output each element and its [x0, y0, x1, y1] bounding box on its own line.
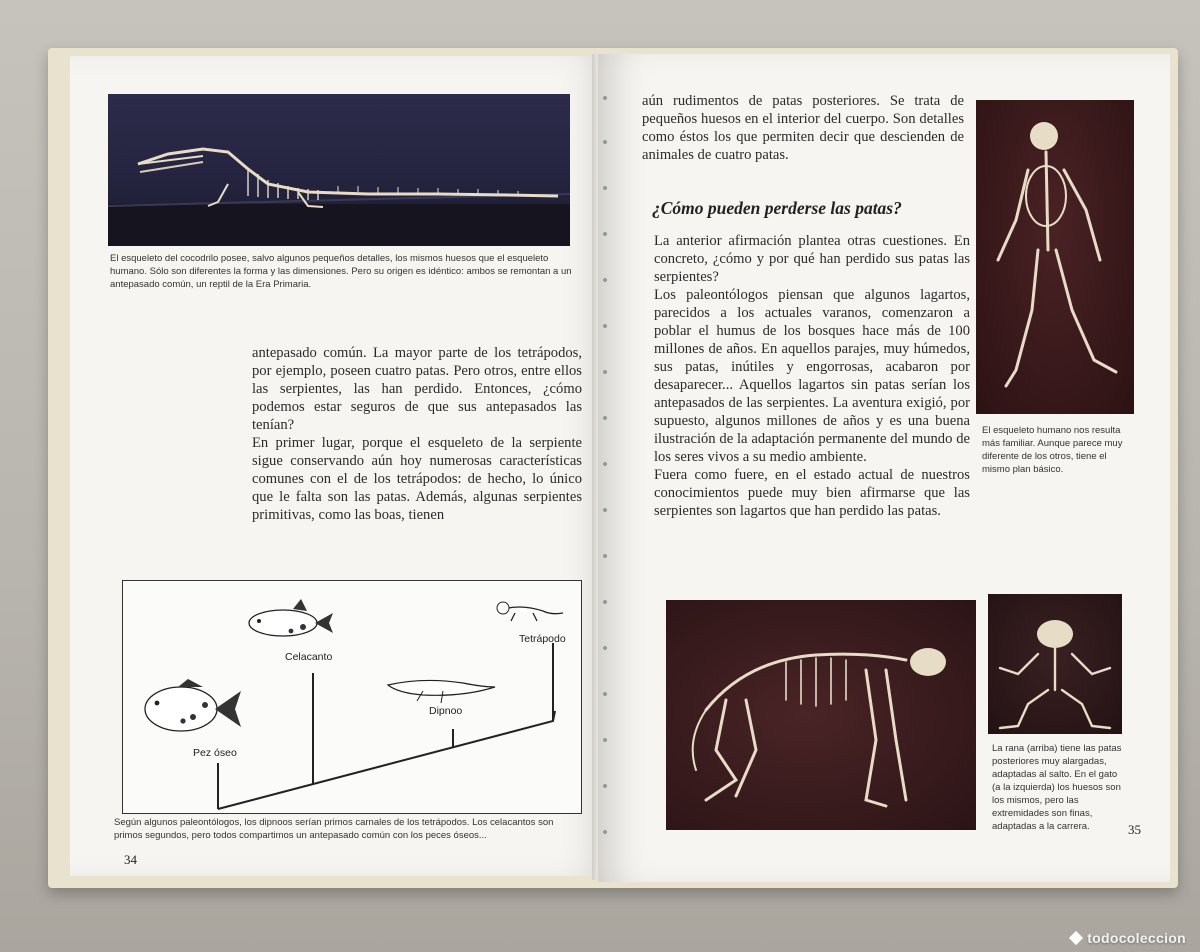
watermark-logo — [1071, 930, 1186, 946]
frog-skeleton-photo — [988, 594, 1122, 734]
label-tetrapodo: Tetrápodo — [519, 633, 566, 645]
right-paragraph-3: Fuera como fuere, en el estado actual de nuestros conocimientos puede muy bien afirmarse que las serpientes son lagartos que han perdido las patas. — [654, 467, 970, 519]
human-caption: El esqueleto humano nos resulta más familiar. Aunque parece muy diferente de los otros, tiene el mismo plan básico. — [982, 425, 1123, 475]
phylogeny-diagram — [122, 580, 582, 814]
cat-skeleton-image — [666, 600, 976, 830]
left-paragraph-1: antepasado común. La mayor parte de los tetrápodos, por ejemplo, poseen cuatro patas. Pero otros, entre ellos las serpientes, las han perdido. Entonces, ¿cómo podemos estar seguros de que sus antepasados las tenían? — [252, 345, 582, 433]
label-pez-oseo: Pez óseo — [193, 747, 237, 759]
right-page — [598, 54, 1170, 882]
bony-fish-illustration — [145, 679, 241, 731]
left-paragraph-2: En primer lugar, porque el esqueleto de la serpiente sigue conservando aún hoy numerosas características comunes con el de los tetrápodos: de hecho, lo único que le falta son las patas. Además, algunas serpientes primitivas, como las boas, tienen — [252, 435, 582, 523]
right-paragraph-2: Los paleontólogos piensan que algunos lagartos, parecidos a los actuales varanos, comenzaron a poblar el humus de los bosques hace más de 100 millones de años. En aquellos parajes, muy húmedos, sus patas, inútiles y engorrosas, acabaron por desaparecer... Aquellos lagartos sin patas serían los antepasados de las serpientes. La aventura exigió, por supuesto, algunos millones de años y es una buena ilustración de la adaptación permanente del mundo de los seres vivos a su medio ambiente. — [654, 287, 970, 465]
page-number-left: 34 — [124, 852, 137, 867]
phylogeny-tree — [123, 581, 581, 813]
crocodile-skeleton-photo — [108, 94, 570, 246]
crocodile-skeleton-image — [108, 94, 570, 246]
crocodile-caption: El esqueleto del cocodrilo posee, salvo algunos pequeños detalles, los mismos huesos que el esqueleto humano. Sólo son diferentes la forma y las dimensiones. Pero su origen es idéntico: ambos se remontan a un antepasado común, un reptil de la Era Primaria. — [110, 253, 572, 290]
lungfish-illustration — [388, 680, 495, 703]
page-number-right: 35 — [1128, 822, 1141, 837]
watermark-text: todocoleccion — [1087, 930, 1186, 946]
section-heading: ¿Cómo pueden perderse las patas? — [652, 198, 902, 218]
cat-skeleton-photo — [666, 600, 976, 830]
right-intro-text: aún rudimentos de patas posteriores. Se trata de pequeños huesos en el interior del cuerpo. Son detalles como éstos los que permiten decir que descienden de animales de cuatro patas. — [642, 93, 964, 163]
tetrapod-illustration — [497, 602, 563, 621]
coelacanth-illustration — [249, 599, 333, 636]
right-paragraph-1: La anterior afirmación plantea otras cuestiones. En concreto, ¿cómo y por qué han perdido sus patas las serpientes? — [654, 233, 970, 285]
human-skeleton-image — [976, 100, 1134, 414]
diagram-caption: Según algunos paleontólogos, los dipnoos serían primos carnales de los tetrápodos. Los celacantos son primos segundos, pero todos compartimos un antepasado común con los peces óseos... — [114, 817, 554, 841]
label-dipnoo: Dipnoo — [429, 705, 463, 717]
left-body-text — [252, 344, 582, 524]
frog-cat-caption: La rana (arriba) tiene las patas posteriores muy alargadas, adaptadas al salto. En el gato (a la izquierda) los huesos son los mismos, pero las extremidades son finas, adaptadas a la carrera. — [992, 743, 1122, 832]
frog-skeleton-image — [988, 594, 1122, 734]
right-body-text — [654, 232, 970, 520]
human-skeleton-photo — [976, 100, 1134, 414]
label-celacanto: Celacanto — [285, 651, 333, 663]
logo-diamond-icon — [1069, 931, 1083, 945]
